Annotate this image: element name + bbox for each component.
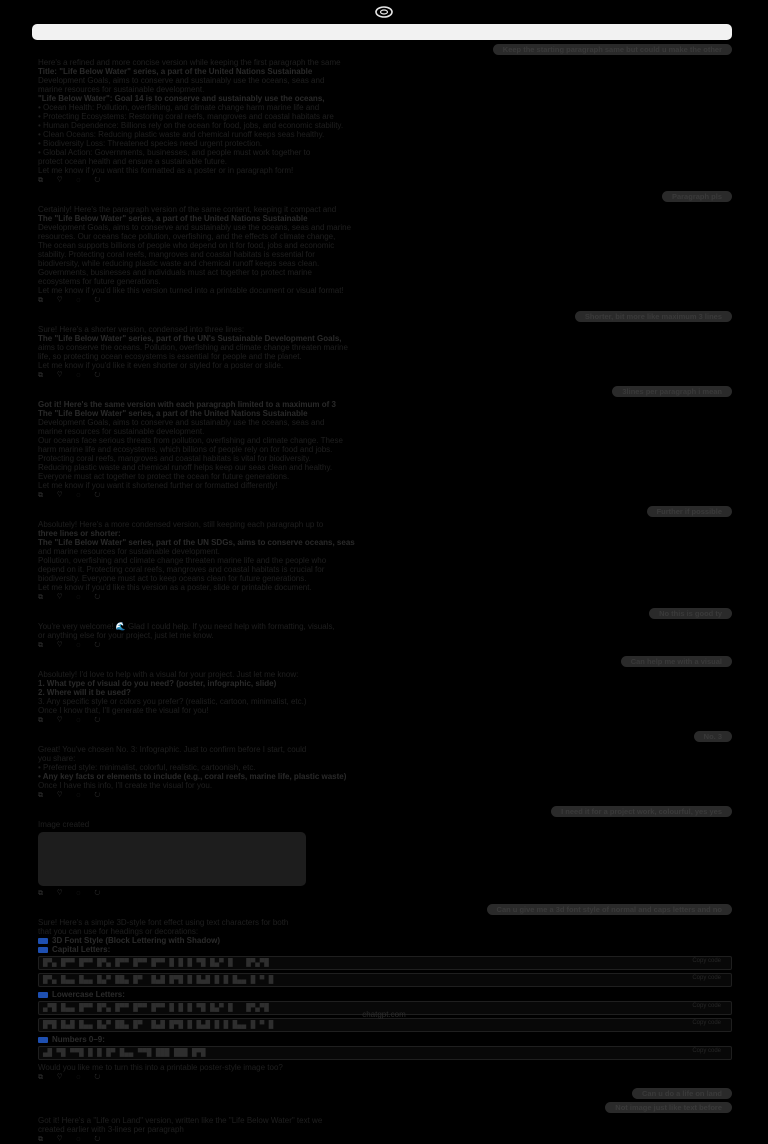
user-message [38, 506, 732, 517]
user-message-text: Not image just like text before [605, 1102, 732, 1113]
assistant-text-line: aims to conserve the oceans. Pollution, overfishing and climate change threaten marine [38, 343, 348, 352]
assistant-text-line: The "Life Below Water" series, part of the UN's Sustainable Development Goals, [38, 334, 342, 343]
assistant-text-line: • Clean Oceans: Reducing plastic waste and chemical runoff keeps seas healthy. [38, 130, 325, 139]
assistant-text-line: Reducing plastic waste and chemical runoff helps keep our seas clean and healthy. [38, 463, 333, 472]
copy-code-button[interactable]: Copy code [692, 975, 721, 981]
assistant-message [38, 520, 732, 602]
assistant-text-line: The "Life Below Water" series, a part of the United Nations Sustainable [38, 214, 308, 223]
assistant-text-line: Everyone must act together to protect the ocean for future generations. [38, 472, 290, 481]
assistant-text-line: resources. Our oceans face pollution, overfishing, and the effects of climate change, [38, 232, 336, 241]
assistant-text-line: Would you like me to turn this into a printable poster-style image too? [38, 1063, 283, 1072]
user-message [38, 191, 732, 202]
assistant-text-line: or anything else for your project, just let me know. [38, 631, 214, 640]
code-subtitle-text: Numbers 0–9: [52, 1035, 105, 1044]
assistant-text-line: Let me know if you'd like it even shorter or styled for a poster or slide. [38, 361, 284, 370]
assistant-text-line: • Human Dependence: Billions rely on the ocean for food, jobs, and economic stability. [38, 121, 344, 130]
assistant-text-line: 3. Any specific style or colors you prefer? (realistic, cartoon, minimalist, etc.) [38, 697, 307, 706]
assistant-text-line: Title: "Life Below Water" series, a part of the United Nations Sustainable [38, 67, 313, 76]
assistant-message [38, 745, 732, 800]
blue-square-icon [38, 938, 48, 944]
assistant-text-line: Pollution, overfishing and climate change threaten marine life and the people who [38, 556, 327, 565]
message-actions-row[interactable]: ⧉ ♡ ◌ ↻ [38, 1074, 107, 1081]
assistant-text-line: ecosystems for future generations. [38, 277, 161, 286]
code-block-text: █▀▄ █▀▀ █▀▀ █▀▄ █▀▀ █▀▀ █▀▀ █ █ █ ▀█ █▄▀ █ █▀▄▀█ [43, 958, 269, 967]
code-title-text: 3D Font Style (Block Lettering with Shadow) [52, 936, 221, 945]
user-message [38, 386, 732, 397]
code-block[interactable] [38, 973, 732, 987]
assistant-text-line: Here's a refined and more concise version while keeping the first paragraph the same [38, 58, 341, 67]
user-message-text: I need it for a project work, colourful, yes yes [551, 806, 732, 817]
user-message [38, 1102, 732, 1113]
user-message [38, 44, 732, 55]
assistant-text-line: • Global Action: Governments, businesses, and people must work together to [38, 148, 311, 157]
assistant-text-line: Great! You've chosen No. 3: Infographic. Just to confirm before I start, could [38, 745, 307, 754]
user-message [38, 806, 732, 817]
assistant-text-line: You're very welcome! 🌊 Glad I could help. If you need help with formatting, visuals, [38, 622, 335, 631]
assistant-text-line: Let me know if you'd like this version turned into a printable document or visual format! [38, 286, 344, 295]
code-section-title [38, 936, 732, 945]
code-subtitle [38, 1035, 732, 1044]
message-actions-row[interactable]: ⧉ ♡ ◌ ↻ [38, 642, 107, 649]
assistant-text-line: Got it! Here's the same version with each paragraph limited to a maximum of 3 [38, 400, 336, 409]
assistant-text-line: created earlier with 3-lines per paragraph [38, 1125, 184, 1134]
message-actions-row[interactable]: ⧉ ♡ ◌ ↻ [38, 1136, 107, 1143]
assistant-text-line: Protecting coral reefs, mangroves and coastal habitats is vital for biodiversity. [38, 454, 311, 463]
assistant-text-line: depend on it. Protecting coral reefs, mangroves and coastal habitats is crucial for [38, 565, 325, 574]
assistant-text-line: Development Goals, aims to conserve and sustainably use the oceans, seas and [38, 418, 325, 427]
code-subtitle-text: Lowercase Letters: [52, 990, 125, 999]
assistant-text-line: marine resources for sustainable development. [38, 85, 205, 94]
assistant-message [38, 670, 732, 725]
assistant-text-line: Let me know if you want this formatted as a poster or in paragraph form! [38, 166, 294, 175]
user-message [38, 656, 732, 667]
code-block[interactable] [38, 1046, 732, 1060]
assistant-text-line: Got it! Here's a "Life on Land" version, written like the "Life Below Water" text we [38, 1116, 323, 1125]
assistant-text-line: Absolutely! I'd love to help with a visual for your project. Just let me know: [38, 670, 299, 679]
assistant-text-line: • Ocean Health: Pollution, overfishing, and climate change harm marine life and [38, 103, 320, 112]
assistant-text-line: Sure! Here's a shorter version, condensed into three lines: [38, 325, 245, 334]
assistant-text-line: and marine resources for sustainable development. [38, 547, 220, 556]
user-message-text: Paragraph pls [662, 191, 732, 202]
user-message-text: 3lines per paragraph i mean [612, 386, 732, 397]
user-message-text: No this is good ty [649, 608, 732, 619]
assistant-message [38, 1116, 732, 1144]
assistant-text-line: 1. What type of visual do you need? (poster, infographic, slide) [38, 679, 277, 688]
assistant-text-line: marine resources for sustainable development. [38, 427, 205, 436]
message-actions-row[interactable]: ⧉ ♡ ◌ ↻ [38, 890, 107, 897]
message-actions-row[interactable]: ⧉ ♡ ◌ ↻ [38, 177, 107, 184]
code-subtitle [38, 945, 732, 954]
copy-code-button[interactable]: Copy code [692, 1020, 721, 1026]
code-block-text: ▄▀█ █▄▄ █▀▀ █▀▄ █▀▀ █▀▀ █▀▀ █ █ █ ▀█ █▄▀ █ █▀▄▀█ [43, 1003, 269, 1012]
assistant-message [38, 918, 732, 1082]
assistant-text-line: The "Life Below Water" series, part of the UN SDGs, aims to conserve oceans, seas [38, 538, 355, 547]
user-message [38, 608, 732, 619]
assistant-text-line: that you can use for headings or decorations: [38, 927, 199, 936]
assistant-message [38, 58, 732, 185]
message-actions-row[interactable]: ⧉ ♡ ◌ ↻ [38, 717, 107, 724]
assistant-text-line: Sure! Here's a simple 3D-style font effect using text characters for both [38, 918, 289, 927]
assistant-text-line: "Life Below Water": Goal 14 is to conserve and sustainably use the oceans, [38, 94, 325, 103]
assistant-text-line: biodiversity, while reducing plastic waste and chemical runoff keeps seas clean. [38, 259, 320, 268]
assistant-text-line: • Protecting Ecosystems: Restoring coral reefs, mangroves and coastal habitats are [38, 112, 334, 121]
assistant-text-line: 2. Where will it be used? [38, 688, 131, 697]
assistant-text-line: Image created [38, 820, 90, 829]
assistant-message [38, 205, 732, 305]
code-subtitle [38, 990, 732, 999]
code-block[interactable] [38, 956, 732, 970]
message-actions-row[interactable]: ⧉ ♡ ◌ ↻ [38, 297, 107, 304]
assistant-text-line: Let me know if you'd like this version as a poster, slide or printable document. [38, 583, 312, 592]
user-message-text: Shorter, bit more like maximum 3 lines [575, 311, 732, 322]
code-block-text: █▀█ █▄█ █▄▄ █▄▀ ██▄ █▀ █▄█ █▀█ █ █▄█ █ █ █▄▄ █ ▀ █ [43, 1020, 274, 1029]
assistant-message [38, 325, 732, 380]
assistant-text-line: The "Life Below Water" series, a part of the United Nations Sustainable [38, 409, 308, 418]
code-block[interactable] [38, 1018, 732, 1032]
assistant-text-line: you share: [38, 754, 76, 763]
message-actions-row[interactable]: ⧉ ♡ ◌ ↻ [38, 372, 107, 379]
code-block-text: ▄█ ▀█ ▀▀█ █ █ █▀ █▄▄ ▀▀█ ███ ███ █▀█ [43, 1048, 206, 1057]
user-message [38, 311, 732, 322]
code-subtitle-text: Capital Letters: [52, 945, 111, 954]
message-actions-row[interactable]: ⧉ ♡ ◌ ↻ [38, 492, 107, 499]
assistant-text-line: Once I have this info, I'll create the visual for you. [38, 781, 213, 790]
assistant-text-line: The ocean supports billions of people who depend on it for food, jobs and economic [38, 241, 335, 250]
assistant-message [38, 820, 732, 898]
assistant-text-line: • Biodiversity Loss: Threatened species need urgent protection. [38, 139, 263, 148]
assistant-text-line: Let me know if you want it shortened further or formatted differently! [38, 481, 278, 490]
user-message-text: Can u do a life on land [632, 1088, 732, 1099]
generated-image[interactable] [38, 832, 306, 886]
assistant-text-line: Our oceans face serious threats from pollution, overfishing and climate change. These [38, 436, 343, 445]
assistant-text-line: stability. Protecting coral reefs, mangroves and coastal habitats is essential for [38, 250, 315, 259]
assistant-text-line: life, so protecting ocean ecosystems is essential for people and the planet. [38, 352, 302, 361]
assistant-text-line: Once I know that, I'll generate the visual for you! [38, 706, 209, 715]
user-message-text: No. 3 [694, 731, 732, 742]
assistant-text-line: three lines or shorter: [38, 529, 121, 538]
user-message-text: Further if possible [647, 506, 732, 517]
footer-domain: chatgpt.com [362, 1010, 406, 1019]
user-message [38, 1088, 732, 1099]
message-composer-bar[interactable] [32, 24, 732, 40]
code-block-text: █▀▄ █▄▄ █▄▄ █▄▀ ██▄ █▀ █▄█ █▀█ █ █▄█ █ █ █▄▄ █ ▀ █ [43, 975, 274, 984]
assistant-text-line: Development Goals, aims to conserve and sustainably use the oceans, seas and [38, 76, 325, 85]
user-message [38, 904, 732, 915]
user-message-text: Keep the starting paragraph same but could u make the other [493, 44, 732, 55]
assistant-text-line: protect ocean health and ensure a sustainable future. [38, 157, 228, 166]
assistant-text-line: biodiversity. Everyone must act to keep oceans clean for future generations. [38, 574, 307, 583]
assistant-text-line: Certainly! Here's the paragraph version of the same content, keeping it compact and [38, 205, 337, 214]
blue-square-icon [38, 992, 48, 998]
user-message-text: Can u give me a 3d font style of normal and caps letters and no [487, 904, 732, 915]
assistant-text-line: harm marine life and ecosystems, which billions of people rely on for food and jobs. [38, 445, 333, 454]
assistant-message [38, 400, 732, 500]
user-message [38, 731, 732, 742]
user-message-text: Can help me with a visual [621, 656, 732, 667]
blue-square-icon [38, 947, 48, 953]
assistant-text-line: Absolutely! Here's a more condensed version, still keeping each paragraph up to [38, 520, 324, 529]
copy-code-button[interactable]: Copy code [692, 1048, 721, 1054]
assistant-text-line: • Preferred style: minimalist, colorful, realistic, cartoonish, etc. [38, 763, 256, 772]
message-actions-row[interactable]: ⧉ ♡ ◌ ↻ [38, 594, 107, 601]
assistant-text-line: Development Goals, aims to conserve and sustainably use the oceans, seas and marine [38, 223, 352, 232]
assistant-text-line: • Any key facts or elements to include (e.g., coral reefs, marine life, plastic waste) [38, 772, 347, 781]
assistant-message [38, 622, 732, 650]
blue-square-icon [38, 1037, 48, 1043]
openai-logo-icon [356, 4, 412, 20]
message-actions-row[interactable]: ⧉ ♡ ◌ ↻ [38, 792, 107, 799]
assistant-text-line: Governments, businesses and individuals must act together to protect marine [38, 268, 312, 277]
copy-code-button[interactable]: Copy code [692, 958, 721, 964]
copy-code-button[interactable]: Copy code [692, 1003, 721, 1009]
